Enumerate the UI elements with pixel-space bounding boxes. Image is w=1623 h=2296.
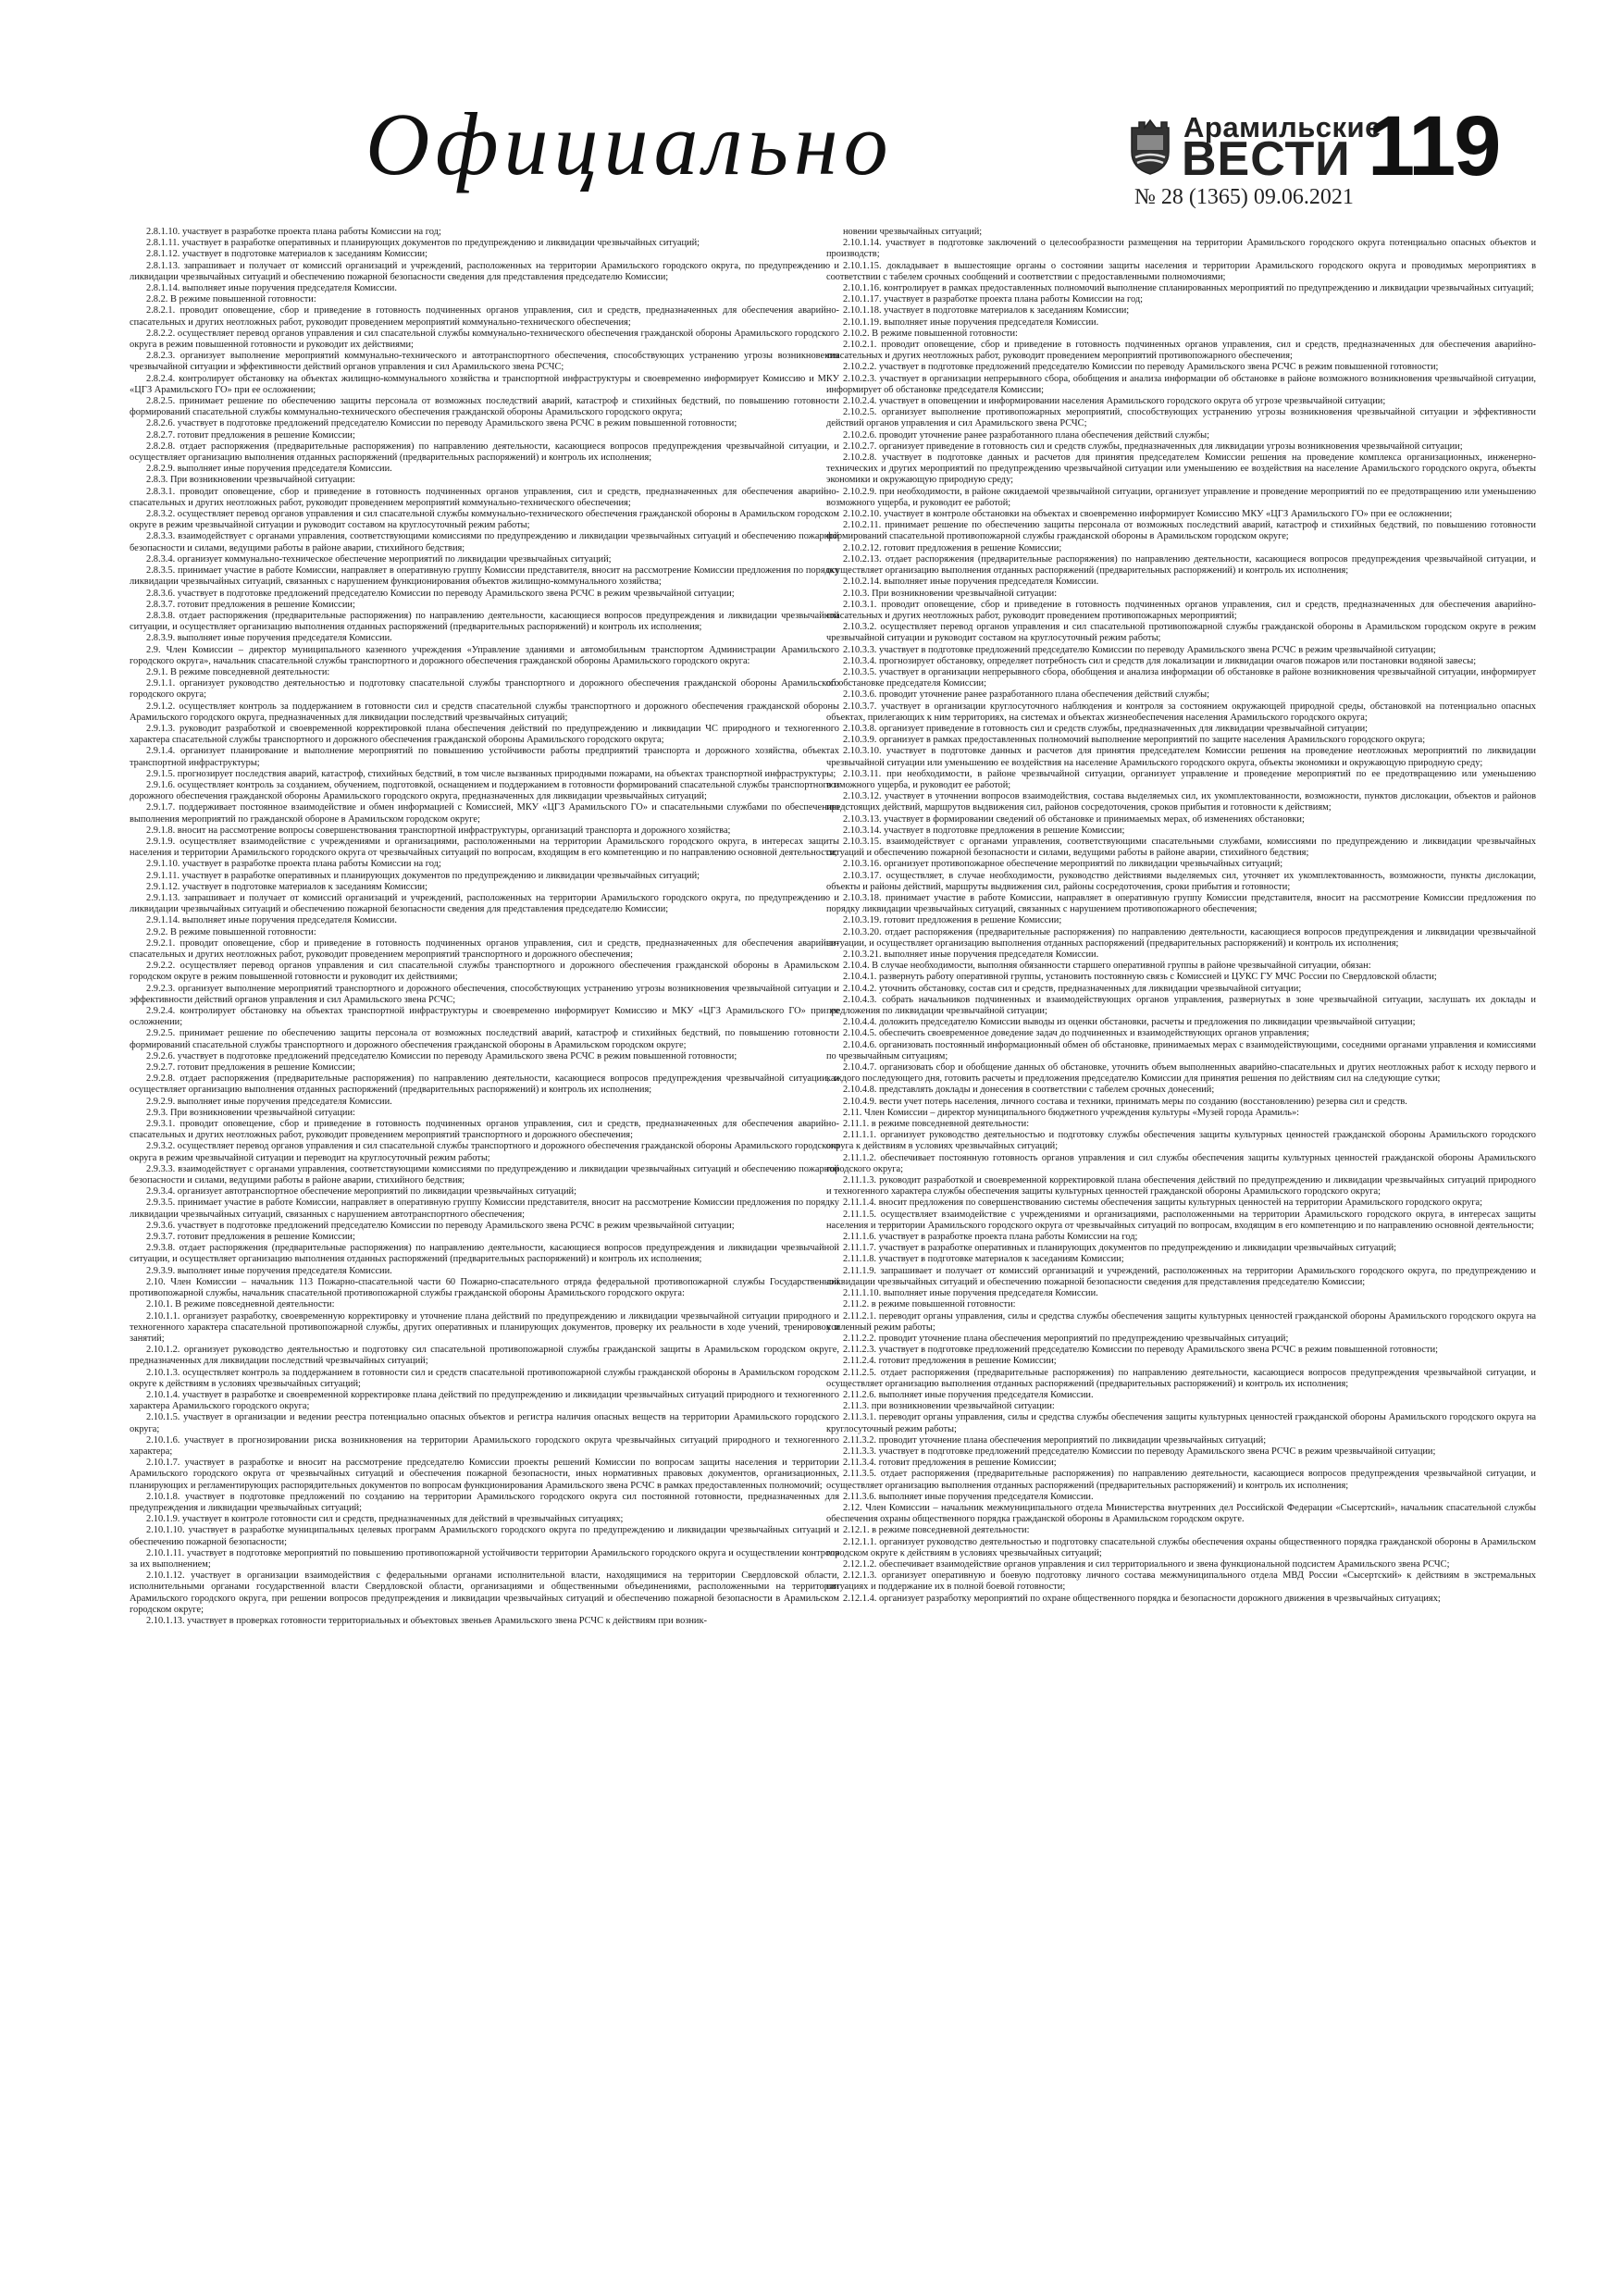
paragraph: 2.10.3.1. проводит оповещение, сбор и приведение в готовность подчиненных органов управления, сил и средств, предназначенных для обеспечения аварийно-спасательных и других неотложных работ, руководит проведением противопожарных мероприятий;: [826, 599, 1536, 621]
paragraph: 2.12. Член Комиссии – начальник межмуниципального отдела Министерства внутренних дел Российской Федерации «Сысертский», начальник спасательной службы обеспечения охраны общественного порядка гражданской обороны в Арамильском городском округе.: [826, 1502, 1536, 1525]
paragraph: 2.9.3.4. организует автотранспортное обеспечение мероприятий по ликвидации чрезвычайных ситуаций;: [146, 1186, 576, 1198]
paragraph: 2.10.3.7. участвует в организации круглосуточного наблюдения и контроля за состоянием окружающей природной среды, обстановкой на потенциально опасных объектах, прилегающих к ним территориях, на системах и объектах жизнеобеспечения населения Арамильского городского округа;: [826, 701, 1536, 723]
paragraph: 2.10.2.11. принимает решение по обеспечению защиты персонала от возможных последствий аварий, катастроф и стихийных бедствий, по повышению готовности формирований спасательной противопожарной службы гражданской обороны в Арамильском городском округе;: [826, 520, 1536, 542]
paragraph: 2.10.2.9. при необходимости, в районе ожидаемой чрезвычайной ситуации, организует управление и проведение мероприятий по ее предотвращению или уменьшению возможного ущерба, и руководит ее работой;: [826, 486, 1536, 508]
paragraph: 2.11.1.3. руководит разработкой и своевременной корректировкой плана обеспечения действий по предупреждению и ликвидации чрезвычайных ситуаций природного и техногенного характера службы обеспечения защиты культурных ценностей гражданской обороны Арамильского городского округа;: [826, 1175, 1536, 1198]
paragraph: 2.9.1.10. участвует в разработке проекта плана работы Комиссии на год;: [146, 859, 441, 870]
paragraph: 2.9.3.6. участвует в подготовке предложений председателю Комиссии по переводу Арамильского звена РСЧС в режим чрезвычайной ситуации;: [146, 1220, 735, 1231]
paragraph: 2.9.3.1. проводит оповещение, сбор и приведение в готовность подчиненных органов управления, сил и средств, предназначенных для обеспечения аварийно-спасательных и других неотложных работ, руководит проведением мероприятий транспортного и дорожного обеспечения;: [130, 1119, 839, 1141]
paragraph: 2.10.3.5. участвует в организации непрерывного сбора, обобщения и анализа информации об обстановке в районе возникновения чрезвычайной ситуации, информирует об обстановке председателя Комиссии;: [826, 666, 1536, 689]
paragraph: 2.10.4. В случае необходимости, выполняя обязанности старшего оперативной группы в районе чрезвычайной ситуации, обязан:: [843, 961, 1371, 972]
paragraph: 2.9. Член Комиссии – директор муниципального казенного учреждения «Управление зданиями и автомобильным транспортом Администрации Арамильского городского округа», начальник спасательной службы транспортного и дорожного обеспечения гражданской обороны Арамильского городского округа:: [130, 644, 839, 666]
newspaper-logo: [1126, 111, 1381, 186]
paragraph: 2.10.3.10. участвует в подготовке данных и расчетов для принятия председателем Комиссии решения на проведение неотложных мероприятий по ликвидации чрезвычайной ситуации или уменьшению ее воздействия на население Арамильского городского округа, объекты экономики и окружающую природную среду;: [826, 746, 1536, 768]
paragraph: 2.9.1.7. поддерживает постоянное взаимодействие и обмен информацией с Комиссией, МКУ «ЦГЗ Арамильского ГО» и спасательными службами по обеспечению выполнения мероприятий по гражданской обороне в Арамильском городском округе;: [130, 802, 839, 825]
paragraph: 2.11.1.7. участвует в разработке оперативных и планирующих документов по предупреждению и ликвидации чрезвычайных ситуаций;: [843, 1243, 1397, 1254]
paragraph: 2.9.1.5. прогнозирует последствия аварий, катастроф, стихийных бедствий, в том числе вызванных природными пожарами, на объектах транспортной инфраструктуры;: [146, 768, 836, 779]
paragraph: 2.10.3.18. принимает участие в работе Комиссии, направляет в оперативную группу Комиссии представителя, вносит на рассмотрение Комиссии предложения по порядку ликвидации чрезвычайных ситуаций, связанных с нарушением противопожарного обеспечения;: [826, 892, 1536, 915]
paragraph: 2.10.1. В режиме повседневной деятельности:: [146, 1299, 335, 1310]
paragraph: 2.11.3.4. готовит предложения в решение Комиссии;: [843, 1458, 1057, 1469]
paragraph: 2.10.1.13. участвует в проверках готовности территориальных и объектовых звеньев Арамильского звена РСЧС к действиям при возник-: [146, 1615, 707, 1626]
paragraph: 2.10. Член Комиссии – начальник 113 Пожарно-спасательной части 60 Пожарно-спасательного отряда федеральной противопожарной службы Государственной противопожарной службы, начальник спасательной противопожарной службы гражданской обороны Арамильского городского округа:: [130, 1276, 839, 1299]
paragraph: 2.11.1.9. запрашивает и получает от комиссий организаций и учреждений, расположенных на территории Арамильского городского округа, по предупреждению и ликвидации чрезвычайных ситуаций и обеспечению пожарной безопасности сведения для представления председателю Комиссии;: [826, 1265, 1536, 1287]
paragraph: 2.8.3.8. отдает распоряжения (предварительные распоряжения) по направлению деятельности, касающиеся вопросов предупреждения и ликвидации чрезвычайной ситуации, и осуществляет организацию выполнения отданных распоряжений (предварительных распоряжений) и контроль их исполнения;: [130, 610, 839, 633]
paragraph: 2.10.2. В режиме повышенной готовности:: [843, 328, 1018, 339]
paragraph: 2.9.1.11. участвует в разработке оперативных и планирующих документов по предупреждению и ликвидации чрезвычайных ситуаций;: [146, 870, 700, 881]
paragraph: 2.12.1.2. обеспечивает взаимодействие органов управления и сил территориального и звена функциональной подсистем Арамильского звена РСЧС;: [843, 1558, 1450, 1570]
paragraph: 2.10.1.16. контролирует в рамках предоставленных полномочий выполнение спланированных мероприятий по предупреждению и ликвидации чрезвычайных ситуаций;: [843, 283, 1534, 294]
paragraph: 2.8.3.3. взаимодействует с органами управления, соответствующими комиссиями по предупреждению и ликвидации чрезвычайных ситуаций и обеспечению пожарной безопасности и силами, ведущими работы в районе аварии, стихийного бедствия;: [130, 531, 839, 553]
paragraph: 2.9.1.6. осуществляет контроль за созданием, обучением, подготовкой, оснащением и поддержанием в готовности формирований спасательной службы транспортного и дорожного обеспечения гражданской обороны Арамильского городского округа, предназначенных для ликвидации чрезвычайных ситуаций;: [130, 779, 839, 802]
paragraph: 2.10.2.1. проводит оповещение, сбор и приведение в готовность подчиненных органов управления, сил и средств, предназначенных для обеспечения аварийно-спасательных и других неотложных работ, руководит проведением мероприятий противопожарного обеспечения;: [826, 340, 1536, 362]
paragraph: 2.11.3.6. выполняет иные поручения председателя Комиссии.: [843, 1491, 1094, 1502]
paragraph: 2.10.2.2. участвует в подготовке предложений председателю Комиссии по переводу Арамильского звена РСЧС в режим повышенной готовности;: [843, 362, 1439, 373]
paragraph: 2.10.4.2. уточнить обстановку, состав сил и средств, предназначенных для ликвидации чрезвычайной ситуации;: [843, 983, 1302, 994]
paragraph: 2.10.1.6. участвует в прогнозировании риска возникновения на территории Арамильского городского округа чрезвычайных ситуаций природного и техногенного характера;: [130, 1434, 839, 1457]
paragraph: 2.10.3.3. участвует в подготовке предложений председателю Комиссии по переводу Арамильского звена РСЧС в режим чрезвычайной ситуации;: [843, 644, 1436, 655]
paragraph: 2.8.2.6. участвует в подготовке предложений председателю Комиссии по переводу Арамильского звена РСЧС в режим повышенной готовности;: [146, 418, 737, 429]
page-number: 119: [1368, 99, 1500, 193]
paragraph: 2.11.2.5. отдает распоряжения (предварительные распоряжения) по направлению деятельности, касающиеся вопросов предупреждения чрезвычайной ситуации, и осуществляет организацию выполнения отданных распоряжений (предварительных распоряжений) и контроль их исполнения;: [826, 1367, 1536, 1389]
paragraph: 2.10.2.5. организует выполнение противопожарных мероприятий, способствующих устранению угрозы возникновения чрезвычайной ситуации и эффективности действий органов управления и сил Арамильского звена РСЧС;: [826, 407, 1536, 429]
paragraph: 2.8.3.6. участвует в подготовке предложений председателю Комиссии по переводу Арамильского звена РСЧС в режим чрезвычайной ситуации;: [146, 588, 735, 599]
paragraph: 2.9.3.7. готовит предложения в решение Комиссии;: [146, 1232, 355, 1243]
paragraph: 2.10.2.4. участвует в оповещении и информировании населения Арамильского городского округа об угрозе чрезвычайной ситуации;: [843, 396, 1386, 407]
paragraph: 2.11.2.4. готовит предложения в решение Комиссии;: [843, 1356, 1057, 1367]
paragraph: 2.8.3.5. принимает участие в работе Комиссии, направляет в оперативную группу Комиссии представителя, вносит на рассмотрение Комиссии предложения по порядку ликвидации чрезвычайных ситуаций, связанных с нарушением функционирования объектов жилищно-коммунального хозяйства;: [130, 565, 839, 588]
paragraph: 2.10.1.18. участвует в подготовке материалов к заседаниям Комиссии;: [843, 305, 1130, 316]
paragraph: 2.9.2.7. готовит предложения в решение Комиссии;: [146, 1062, 355, 1074]
paragraph: 2.8.3.1. проводит оповещение, сбор и приведение в готовность подчиненных органов управления, сил и средств, предназначенных для обеспечения аварийно-спасательных и других неотложных работ, руководит проведением мероприятий коммунально-технического обеспечения;: [130, 486, 839, 508]
paragraph: 2.9.2.3. организует выполнение мероприятий транспортного и дорожного обеспечения, способствующих устранению угрозы возникновения чрезвычайной ситуации и эффективности действий органов управления и сил Арамильского звена РСЧС;: [130, 983, 839, 1005]
paragraph: 2.9.2.4. контролирует обстановку на объектах транспортной инфраструктуры и своевременно информирует Комиссию и МКУ «ЦГЗ Арамильского ГО» при ее осложнении;: [130, 1006, 839, 1028]
paragraph: 2.11.1.6. участвует в разработке проекта плана работы Комиссии на год;: [843, 1232, 1138, 1243]
paragraph: 2.11.3. при возникновении чрезвычайной ситуации:: [843, 1401, 1055, 1412]
paragraph: 2.9.3.9. выполняет иные поручения председателя Комиссии.: [146, 1265, 392, 1276]
paragraph: 2.8.2.7. готовит предложения в решение Комиссии;: [146, 429, 355, 441]
paragraph: 2.11.3.3. участвует в подготовке предложений председателю Комиссии по переводу Арамильского звена РСЧС в режим чрезвычайной ситуации;: [843, 1446, 1436, 1457]
paragraph: 2.9.2.6. участвует в подготовке предложений председателю Комиссии по переводу Арамильского звена РСЧС в режим повышенной готовности;: [146, 1050, 737, 1061]
paragraph: 2.11. Член Комиссии – директор муниципального бюджетного учреждения культуры «Музей города Арамиль»:: [843, 1107, 1300, 1118]
paragraph: 2.8.3. При возникновении чрезвычайной ситуации:: [146, 475, 355, 486]
paragraph: 2.8.2.4. контролирует обстановку на объектах жилищно-коммунального хозяйства и транспортной инфраструктуры и своевременно информирует Комиссию и МКУ «ЦГЗ Арамильского ГО» при ее осложнении;: [130, 373, 839, 395]
paragraph: 2.8.2.5. принимает решение по обеспечению защиты персонала от возможных последствий аварий, катастроф и стихийных бедствий, по повышению готовности формирований спасательной службы коммунально-технического обеспечения гражданской обороны Арамильского городского округа;: [130, 396, 839, 418]
paragraph: 2.10.3.13. участвует в формировании сведений об обстановке и принимаемых мерах, об изменениях обстановки;: [843, 813, 1305, 825]
paragraph: 2.9.1. В режиме повседневной деятельности:: [146, 666, 330, 677]
paragraph: 2.11.2.3. участвует в подготовке предложений председателю Комиссии по переводу Арамильского звена РСЧС в режим повышенной готовности;: [843, 1345, 1439, 1356]
paragraph: 2.10.2.10. участвует в контроле обстановки на объектах и своевременно информирует Комиссию МКУ «ЦГЗ Арамильского ГО» при ее осложнении;: [843, 509, 1453, 520]
paragraph: 2.9.2.9. выполняет иные поручения председателя Комиссии.: [146, 1096, 392, 1107]
paragraph: 2.11.1. в режиме повседневной деятельности:: [843, 1119, 1030, 1130]
paragraph: 2.11.1.5. осуществляет взаимодействие с учреждениями и организациями, расположенными на территории Арамильского городского округа, в интересах защиты населения и территории Арамильского городского округа от чрезвычайных ситуаций по вопросам, входящим в его компетенцию и по направлению основной деятельности;: [826, 1209, 1536, 1231]
paragraph: 2.10.3.8. организует приведение в готовность сил и средств службы, предназначенных для ликвидации чрезвычайной ситуации;: [843, 723, 1369, 734]
paragraph: 2.9.3. При возникновении чрезвычайной ситуации:: [146, 1107, 355, 1118]
paragraph: 2.12.1.1. организует руководство деятельностью и подготовку спасательной службы обеспечения охраны общественного порядка гражданской обороны в Арамильском городском округе к действиям в условиях чрезвычайных ситуаций;: [826, 1536, 1536, 1558]
paragraph: 2.10.1.9. участвует в контроле готовности сил и средств, предназначенных для действий в чрезвычайных ситуациях;: [146, 1514, 624, 1525]
paragraph: 2.11.1.2. обеспечивает постоянную готовность органов управления и сил службы обеспечения защиты культурных ценностей гражданской обороны Арамильского городского округа;: [826, 1152, 1536, 1174]
paragraph: 2.11.3.2. проводит уточнение плана обеспечения мероприятий по ликвидации чрезвычайных ситуаций;: [843, 1434, 1267, 1446]
paragraph: 2.8.2.3. организует выполнение мероприятий коммунально-технического и автотранспортного обеспечения, способствующих устранению угрозы возникновения чрезвычайной ситуации и эффективности действий органов управления и сил Арамильского звена РСЧС;: [130, 351, 839, 373]
paragraph: 2.10.4.4. доложить председателю Комиссии выводы из оценки обстановки, расчеты и предложения по ликвидации чрезвычайной ситуации;: [843, 1017, 1416, 1028]
paragraph: 2.10.3.2. осуществляет перевод органов управления и сил спасательной противопожарной службы гражданской обороны в Арамильском городском округе в режим чрезвычайной ситуации и руководит составом на круглосуточный режим работы;: [826, 622, 1536, 644]
paragraph: 2.10.1.11. участвует в подготовке мероприятий по повышению противопожарной устойчивости территории Арамильского городского округа и осуществлении контроля за их выполнением;: [130, 1547, 839, 1570]
paragraph: 2.8.3.2. осуществляет перевод органов управления и сил спасательной службы коммунально-технического обеспечения гражданской обороны в Арамильском городском округе в режим чрезвычайной ситуации и руководит составом на круглосуточный режим работы;: [130, 509, 839, 531]
paragraph: 2.9.1.8. вносит на рассмотрение вопросы совершенствования транспортной инфраструктуры, организаций транспорта и дорожного хозяйства;: [146, 825, 731, 836]
paragraph: 2.10.4.9. вести учет потерь населения, личного состава и техники, принимать меры по созданию (восстановлению) резерва сил и средств.: [843, 1096, 1407, 1107]
paragraph: 2.10.4.5. обеспечить своевременное доведение задач до подчиненных и взаимодействующих органов управления;: [843, 1028, 1309, 1039]
paragraph: 2.10.2.7. организует приведение в готовность сил и средств службы, предназначенных для ликвидации угрозы возникновения чрезвычайной ситуации;: [843, 441, 1463, 452]
paragraph: 2.10.1.7. участвует в разработке и вносит на рассмотрение председателю Комиссии проекты решений Комиссии по вопросам защиты населения и территории Арамильского городского округа от чрезвычайных ситуаций и обеспечения пожарной безопасности, иных нормативных правовых документов, организационных, планирующих и регламентирующих распорядительных документов по вопросам функционирования Арамильского звена РСЧС в рамках предоставленных полномочий;: [130, 1458, 839, 1491]
paragraph: 2.8.2.8. отдает распоряжения (предварительные распоряжения) по направлению деятельности, касающиеся вопросов предупреждения чрезвычайной ситуации, и осуществляет организацию выполнения отданных распоряжений (предварительных распоряжений) и контроль их исполнения;: [130, 441, 839, 464]
paragraph: 2.10.3.16. организует противопожарное обеспечение мероприятий по ликвидации чрезвычайных ситуаций;: [843, 859, 1283, 870]
paragraph: 2.10.4.1. развернуть работу оперативной группы, установить постоянную связь с Комиссией и ЦУКС ГУ МЧС России по Свердловской области;: [843, 972, 1437, 983]
paragraph: 2.10.3.14. участвует в подготовке предложения в решение Комиссии;: [843, 825, 1125, 836]
paragraph: 2.10.1.17. участвует в разработке проекта плана работы Комиссии на год;: [843, 294, 1144, 305]
paragraph: 2.9.2.5. принимает решение по обеспечению защиты персонала от возможных последствий аварий, катастроф и стихийных бедствий, по повышению готовности формирований спасательной службы транспортного и дорожного обеспечения гражданской обороны в Арамильском городском округе;: [130, 1028, 839, 1050]
paragraph: 2.10.3.21. выполняет иные поручения председателя Комиссии.: [843, 949, 1099, 960]
paragraph: 2.9.1.3. руководит разработкой и своевременной корректировкой плана обеспечения действий по предупреждению и ликвидации ЧС природного и техногенного характера спасательной службы транспортного и дорожного обеспечения гражданской обороны Арамильского городского округа;: [130, 723, 839, 746]
paragraph: 2.10.3.17. осуществляет, в случае необходимости, руководство действиями выделяемых сил, уточняет их укомплектованность, возможности, пункты дислокации, объекты и районы действий, маршруты выдвижения сил, районы сосредоточения, сроки прибытия и готовности;: [826, 870, 1536, 892]
paragraph: 2.12.1.4. организует разработку мероприятий по охране общественного порядка и безопасности дорожного движения в чрезвычайных ситуациях;: [843, 1593, 1441, 1604]
paragraph: 2.8.2. В режиме повышенной готовности:: [146, 294, 316, 305]
paragraph: 2.10.3.20. отдает распоряжения (предварительные распоряжения) по направлению деятельности, касающиеся вопросов предупреждения и ликвидации чрезвычайной ситуации, и осуществляет организацию выполнения отданных распоряжений (предварительных распоряжений) и контроль их исполнения;: [826, 926, 1536, 949]
paragraph: 2.9.3.2. осуществляет перевод органов управления и сил спасательной службы транспортного и дорожного обеспечения гражданской обороны Арамильского городского округа в режим чрезвычайной ситуации и переводит на круглосуточный режим работы;: [130, 1141, 840, 1163]
paragraph: 2.10.1.19. выполняет иные поручения председателя Комиссии.: [843, 316, 1099, 328]
paragraph: 2.10.3.9. организует в рамках предоставленных полномочий выполнение мероприятий по защите населения Арамильского городского округа;: [843, 735, 1426, 746]
paragraph: 2.8.2.1. проводит оповещение, сбор и приведение в готовность подчиненных органов управления, сил и средств, предназначенных для обеспечения аварийно-спасательных и других неотложных работ, руководит проведением мероприятий коммунально-технического обеспечения;: [130, 305, 839, 328]
paragraph: 2.10.4.3. собрать начальников подчиненных и взаимодействующих органов управления, развернутых в зоне чрезвычайной ситуации, заслушать их доклады и предложения по ликвидации чрезвычайной ситуации;: [826, 994, 1536, 1017]
paragraph: 2.11.3.1. переводит органы управления, силы и средства службы обеспечения защиты культурных ценностей гражданской обороны Арамильского городского округа на круглосуточный режим работы;: [826, 1412, 1536, 1434]
paragraph: 2.9.1.2. осуществляет контроль за поддержанием в готовности сил и средств спасательной службы транспортного и дорожного обеспечения гражданской обороны Арамильского городского округа, предназначенных для ликвидации последствий чрезвычайных ситуаций;: [130, 701, 839, 723]
paragraph: 2.9.3.8. отдает распоряжения (предварительные распоряжения) по направлению деятельности, касающиеся вопросов предупреждения и ликвидации чрезвычайной ситуации, и осуществляет организацию выполнения отданных распоряжений (предварительных распоряжений) и контроль их исполнения;: [130, 1243, 839, 1265]
paragraph: новении чрезвычайных ситуаций;: [843, 227, 983, 237]
paragraph: 2.12.1. в режиме повседневной деятельности:: [843, 1525, 1030, 1536]
paragraph: 2.8.2.2. осуществляет перевод органов управления и сил спасательной службы коммунально-технического обеспечения гражданской обороны Арамильского городского округа в режим повышенной готовности и руководит их действиями;: [130, 328, 839, 351]
paragraph: 2.11.1.10. выполняет иные поручения председателя Комиссии.: [843, 1288, 1098, 1299]
paragraph: 2.9.3.3. взаимодействует с органами управления, соответствующими комиссиями по предупреждению и ликвидации чрезвычайных ситуаций и обеспечению пожарной безопасности и силами, ведущими работы в районе аварии, стихийного бедствия;: [130, 1163, 839, 1186]
paragraph: 2.8.3.4. организует коммунально-техническое обеспечение мероприятий по ликвидации чрезвычайных ситуаций;: [146, 553, 612, 565]
paragraph: 2.12.1.3. организует оперативную и боевую подготовку личного состава межмуниципального отдела МВД России «Сысертский» к действиям в экстремальных ситуациях и поддержание их в полной боевой готовности;: [826, 1570, 1536, 1593]
paragraph: 2.10.1.4. участвует в разработке и своевременной корректировке плана действий по предупреждению и ликвидации чрезвычайных ситуаций природного и техногенного характера Арамильского городского округа;: [130, 1389, 839, 1412]
paragraph: 2.8.1.14. выполняет иные поручения председателя Комиссии.: [146, 283, 397, 294]
left-column: [130, 227, 839, 1627]
paragraph: 2.8.1.10. участвует в разработке проекта плана работы Комиссии на год;: [146, 227, 441, 237]
paragraph: 2.10.3. При возникновении чрезвычайной ситуации:: [843, 588, 1058, 599]
section-title: Официально: [365, 94, 894, 193]
paragraph: 2.10.2.13. отдает распоряжения (предварительные распоряжения) по направлению деятельности, касающиеся вопросов предупреждения чрезвычайной ситуации, и осуществляет организацию выполнения отданных распоряжений (предварительных распоряжений) и контроль их исполнения;: [826, 553, 1536, 577]
paragraph: 2.10.3.4. прогнозирует обстановку, определяет потребность сил и средств для локализации и ликвидации очагов пожаров или постановки водяной завесы;: [843, 655, 1477, 666]
paragraph: 2.10.4.8. представлять доклады и донесения в соответствии с табелем срочных донесений;: [843, 1085, 1215, 1096]
paragraph: 2.10.2.8. участвует в подготовке данных и расчетов для принятия председателем Комиссии решения на проведение комплекса организационных, инженерно-технических и других мероприятий по предупреждению чрезвычайной ситуации или уменьшению ее воздействия на население Арамильского городского округа, объекты экономики и окружающую природную среду;: [826, 453, 1536, 486]
paragraph: 2.10.4.7. организовать сбор и обобщение данных об обстановке, уточнить объем выполненных аварийно-спасательных и других неотложных работ к исходу первого и каждого последующего дня, готовить расчеты и предложения председателю Комиссии для принятия решения по действиям сил на следующие сутки;: [826, 1062, 1536, 1085]
paragraph: 2.9.1.1. организует руководство деятельностью и подготовку спасательной службы транспортного и дорожного обеспечения гражданской обороны Арамильского городского округа;: [130, 678, 839, 701]
paragraph: 2.10.2.14. выполняет иные поручения председателя Комиссии.: [843, 577, 1099, 588]
paragraph: 2.10.2.12. готовит предложения в решение Комиссии;: [843, 542, 1062, 553]
paragraph: 2.11.3.5. отдает распоряжения (предварительные распоряжения) по направлению деятельности, касающиеся вопросов предупреждения чрезвычайной ситуации, и осуществляет организацию выполнения отданных распоряжений (предварительных распоряжений) и контроль их исполнения;: [826, 1469, 1536, 1491]
paragraph: 2.9.1.4. организует планирование и выполнение мероприятий по повышению устойчивости работы предприятий транспорта и дорожного хозяйства, объектах транспортной инфраструктуры;: [130, 746, 839, 768]
paragraph: 2.10.1.1. организует разработку, своевременную корректировку и уточнение плана действий по предупреждению и ликвидации чрезвычайной ситуации природного и техногенного характера спасательной противопожарной службы, других оперативных и планирующих документов, проверку их реальности в ходе учений, тренировок и занятий;: [130, 1310, 839, 1344]
paragraph: 2.9.2. В режиме повышенной готовности:: [146, 926, 316, 937]
paragraph: 2.10.1.15. докладывает в вышестоящие органы о состоянии защиты населения и территории Арамильского городского округа и проводимых мероприятиях в соответствии с табелем срочных сообщений и соответствии с предоставленными полномочиями;: [826, 260, 1536, 282]
paragraph: 2.10.1.12. участвует в организации взаимодействия с федеральными органами исполнительной власти, находящимися на территории Свердловской области, исполнительными органами государственной власти Свердловской области, организациями и общественными объединениями, расположенными на территории Арамильского городского округа, при решении вопросов предупреждения и ликвидации чрезвычайных ситуаций и обеспечению пожарной безопасности в Арамильском городском округе;: [130, 1570, 839, 1615]
paragraph: 2.9.1.9. осуществляет взаимодействие с учреждениями и организациями, расположенными на территории Арамильского городского округа, в интересах защиты населения и территории Арамильского городского округа от чрезвычайных ситуаций по вопросам, входящим в его компетенцию и по направлению основной деятельности;: [130, 836, 839, 859]
paragraph: 2.8.3.9. выполняет иные поручения председателя Комиссии.: [146, 633, 392, 644]
paragraph: 2.9.2.1. проводит оповещение, сбор и приведение в готовность подчиненных органов управления, сил и средств, предназначенных для обеспечения аварийно-спасательных и других неотложных работ, руководит проведением мероприятий транспортного и дорожного обеспечения;: [130, 937, 839, 960]
paragraph: 2.10.3.6. проводит уточнение ранее разработанного плана обеспечения действий службы;: [843, 689, 1210, 701]
paragraph: 2.10.1.10. участвует в разработке муниципальных целевых программ Арамильского городского округа по предупреждению и ликвидации чрезвычайных ситуаций и обеспечению пожарной безопасности;: [130, 1525, 839, 1547]
paragraph: 2.11.2.1. переводит органы управления, силы и средства службы обеспечения защиты культурных ценностей гражданской обороны Арамильского городского округа на усиленный режим работы;: [826, 1310, 1536, 1333]
paragraph: 2.11.2.6. выполняет иные поручения председателя Комиссии.: [843, 1389, 1094, 1400]
paragraph: 2.9.3.5. принимает участие в работе Комиссии, направляет в оперативную группу Комиссии представителя, вносит на рассмотрение Комиссии предложения по порядку ликвидации чрезвычайных ситуаций, связанных с нарушением автотранспортного обеспечения;: [130, 1198, 839, 1220]
paragraph: 2.9.2.2. осуществляет перевод органов управления и сил спасательной службы транспортного и дорожного обеспечения гражданской обороны в Арамильском городском округе в режим повышенной готовности и руководит их действиями;: [130, 961, 839, 983]
paragraph: 2.9.1.14. выполняет иные поручения председателя Комиссии.: [146, 915, 397, 926]
paragraph: 2.8.1.11. участвует в разработке оперативных и планирующих документов по предупреждению и ликвидации чрезвычайных ситуаций;: [146, 238, 700, 249]
paragraph: 2.10.4.6. организовать постоянный информационный обмен об обстановке, принимаемых мерах с взаимодействующими, соседними органами управления и комиссиями по чрезвычайным ситуациям;: [826, 1039, 1536, 1061]
paragraph: 2.10.3.11. при необходимости, в районе чрезвычайной ситуации, организует управление и проведение мероприятий по ее предотвращению или уменьшению возможного ущерба, и руководит ее работой;: [826, 768, 1536, 790]
paragraph: 2.9.2.8. отдает распоряжения (предварительные распоряжения) по направлению деятельности, касающиеся вопросов предупреждения чрезвычайной ситуации, и осуществляет организацию выполнения отданных распоряжений (предварительных распоряжений) и контроль их исполнения;: [130, 1074, 839, 1096]
logo-small-text: Арамильские: [1183, 111, 1381, 143]
paragraph: 2.11.1.8. участвует в подготовке материалов к заседаниям Комиссии;: [843, 1254, 1124, 1265]
paragraph: 2.8.3.7. готовит предложения в решение Комиссии;: [146, 599, 355, 610]
paragraph: 2.9.1.13. запрашивает и получает от комиссий организаций и учреждений, расположенных на территории Арамильского городского округа, по предупреждению и ликвидации чрезвычайных ситуаций и обеспечению пожарной безопасности сведения для представления председателю Комиссии;: [130, 892, 839, 915]
paragraph: 2.10.1.3. осуществляет контроль за поддержанием в готовности сил и средств спасательной противопожарной службы гражданской обороны в Арамильском городском округе к действиям в условиях чрезвычайных ситуаций;: [130, 1367, 839, 1389]
issue-info: № 28 (1365) 09.06.2021: [1134, 185, 1354, 209]
paragraph: 2.11.2. в режиме повышенной готовности:: [843, 1299, 1016, 1310]
paragraph: 2.10.3.19. готовит предложения в решение Комиссии;: [843, 915, 1062, 926]
paragraph: 2.10.3.12. участвует в уточнении вопросов взаимодействия, состава выделяемых сил, их укомплектованности, возможности, пунктов дислокации, объектов и районов предстоящих действий, маршрутов выдвижения сил, районов сосредоточения, сроков прибытия и готовности к действиям;: [826, 791, 1536, 813]
paragraph: 2.8.1.12. участвует в подготовке материалов к заседаниям Комиссии;: [146, 249, 427, 260]
paragraph: 2.11.2.2. проводит уточнение плана обеспечения мероприятий по предупреждению чрезвычайных ситуаций;: [843, 1333, 1289, 1344]
paragraph: 2.10.1.5. участвует в организации и ведении реестра потенциально опасных объектов и регистра наличия опасных веществ на территории Арамильского городского округа;: [130, 1412, 839, 1434]
paragraph: 2.10.3.15. взаимодействует с органами управления, соответствующими спасательными службами, комиссиями по предупреждению и ликвидации чрезвычайных ситуаций и обеспечению пожарной безопасности и силами, ведущими работы в районе аварии, стихийного бедствия;: [826, 836, 1536, 859]
paragraph: 2.8.1.13. запрашивает и получает от комиссий организаций и учреждений, расположенных на территории Арамильского городского округа, по предупреждению и ликвидации чрезвычайных ситуаций и обеспечению пожарной безопасности сведения для представления председателю Комиссии;: [130, 260, 839, 282]
paragraph: 2.10.2.6. проводит уточнение ранее разработанного плана обеспечения действий службы;: [843, 429, 1210, 441]
paragraph: 2.10.1.14. участвует в подготовке заключений о целесообразности размещения на территории Арамильского городского округа потенциально опасных объектов и производств;: [826, 238, 1536, 260]
paragraph: 2.10.2.3. участвует в организации непрерывного сбора, обобщения и анализа информации об обстановке в районе возможного возникновения чрезвычайной ситуации, информирует об обстановке председателя Комиссии;: [826, 373, 1536, 395]
paragraph: 2.11.1.1. организует руководство деятельностью и подготовку службы обеспечения защиты культурных ценностей гражданской обороны Арамильского городского округа к действиям в условиях чрезвычайных ситуаций;: [826, 1130, 1536, 1152]
paragraph: 2.10.1.2. организует руководство деятельностью и подготовку сил спасательной противопожарной службы гражданской защиты в Арамильском городском округе, предназначенных для ликвидации последствий чрезвычайных ситуаций;: [130, 1345, 839, 1367]
paragraph: 2.11.1.4. вносит предложения по совершенствованию системы обеспечения защиты культурных ценностей на территории Арамильского городского округа;: [843, 1198, 1483, 1209]
paragraph: 2.9.1.12. участвует в подготовке материалов к заседаниям Комиссии;: [146, 881, 427, 892]
logo-big-text: ВЕСТИ: [1182, 132, 1351, 186]
paragraph: 2.10.1.8. участвует в подготовке предложений по созданию на территории Арамильского городского округа сил постоянной готовности, предназначенных для предупреждения и ликвидации чрезвычайных ситуаций;: [130, 1491, 839, 1513]
city-crest-icon: [1126, 115, 1174, 176]
paragraph: 2.8.2.9. выполняет иные поручения председателя Комиссии.: [146, 464, 392, 475]
right-column: [826, 227, 1536, 1605]
